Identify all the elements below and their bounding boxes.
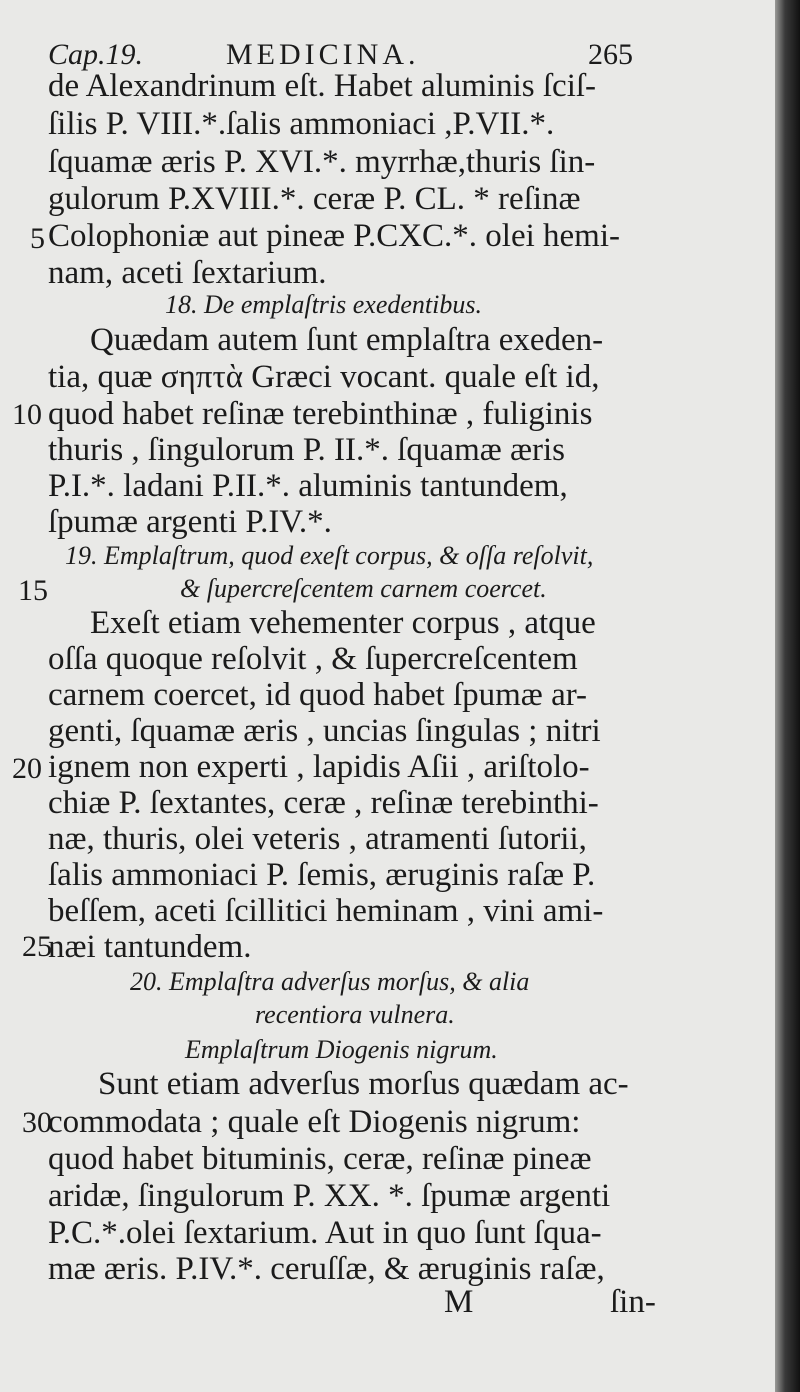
text-line: tia, quæ σηπτὰ Græci vocant. quale eſt id, bbox=[48, 359, 600, 395]
text-line: næi tantundem. bbox=[48, 929, 252, 965]
section-heading: 18. De emplaſtris exedentibus. bbox=[165, 290, 482, 319]
running-header bbox=[48, 38, 648, 72]
text-line: quod habet bituminis, ceræ, reſinæ pineæ bbox=[48, 1141, 592, 1177]
text-line: næ, thuris, olei veteris , atramenti ſutorii, bbox=[48, 821, 587, 857]
text-line: Quædam autem ſunt emplaſtra exeden- bbox=[90, 322, 604, 358]
page-edge bbox=[775, 0, 800, 1392]
text-line: ſilis P. VIII.*.ſalis ammoniaci ,P.VII.*. bbox=[48, 106, 555, 142]
text-line: ſquamæ æris P. XVI.*. myrrhæ,thuris ſin- bbox=[48, 144, 596, 180]
text-line: commodata ; quale eſt Diogenis nigrum: bbox=[48, 1104, 581, 1140]
text-line: gulorum P.XVIII.*. ceræ P. CL. * reſinæ bbox=[48, 181, 581, 217]
text-line: P.C.*.olei ſextarium. Aut in quo ſunt ſqua- bbox=[48, 1215, 602, 1251]
text-line: beſſem, aceti ſcillitici heminam , vini ami- bbox=[48, 893, 604, 929]
section-heading: Emplaſtrum Diogenis nigrum. bbox=[185, 1035, 498, 1064]
text-line: aridæ, ſingulorum P. XX. *. ſpumæ argenti bbox=[48, 1178, 611, 1214]
section-heading: 19. Emplaſtrum, quod exeſt corpus, & oſſa reſolvit, bbox=[65, 541, 594, 570]
text-line: mæ æris. P.IV.*. ceruſſæ, & æruginis raſæ, bbox=[48, 1251, 605, 1287]
section-heading: recentiora vulnera. bbox=[255, 1000, 455, 1029]
text-line: P.I.*. ladani P.II.*. aluminis tantundem, bbox=[48, 468, 568, 504]
text-line: ſpumæ argenti P.IV.*. bbox=[48, 504, 332, 540]
text-line: oſſa quoque reſolvit , & ſupercreſcentem bbox=[48, 641, 578, 677]
line-number: 30 bbox=[22, 1106, 52, 1139]
section-heading: & ſupercreſcentem carnem coercet. bbox=[180, 574, 547, 603]
text-line: Exeſt etiam vehementer corpus , atque bbox=[90, 605, 596, 641]
line-number: 20 bbox=[12, 752, 42, 785]
page-title: MEDICINA. bbox=[226, 38, 420, 71]
signature-mark: M bbox=[444, 1284, 474, 1320]
text-line: genti, ſquamæ æris , uncias ſingulas ; nitri bbox=[48, 713, 601, 749]
text-line: ignem non experti , lapidis Aſii , ariſtolo- bbox=[48, 749, 590, 785]
chapter-label: Cap.19. bbox=[48, 38, 144, 71]
text-line: Colophoniæ aut pineæ P.CXC.*. olei hemi- bbox=[48, 218, 621, 254]
line-number: 5 bbox=[30, 222, 45, 255]
text-line: ſalis ammoniaci P. ſemis, æruginis raſæ P. bbox=[48, 857, 596, 893]
text-line: carnem coercet, id quod habet ſpumæ ar- bbox=[48, 677, 588, 713]
line-number: 25 bbox=[22, 930, 52, 963]
line-number: 10 bbox=[12, 398, 42, 431]
line-number: 15 bbox=[18, 574, 48, 607]
text-line: quod habet reſinæ terebinthinæ , fuliginis bbox=[48, 396, 593, 432]
text-line: nam, aceti ſextarium. bbox=[48, 255, 327, 291]
text-line: chiæ P. ſextantes, ceræ , reſinæ terebinthi- bbox=[48, 785, 599, 821]
section-heading: 20. Emplaſtra adverſus morſus, & alia bbox=[130, 967, 530, 996]
page-number: 265 bbox=[588, 38, 633, 71]
text-line: de Alexandrinum eſt. Habet aluminis ſciſ- bbox=[48, 68, 597, 104]
catchword: ſin- bbox=[610, 1284, 656, 1320]
text-line: thuris , ſingulorum P. II.*. ſquamæ æris bbox=[48, 432, 566, 468]
text-line: Sunt etiam adverſus morſus quædam ac- bbox=[98, 1066, 629, 1102]
